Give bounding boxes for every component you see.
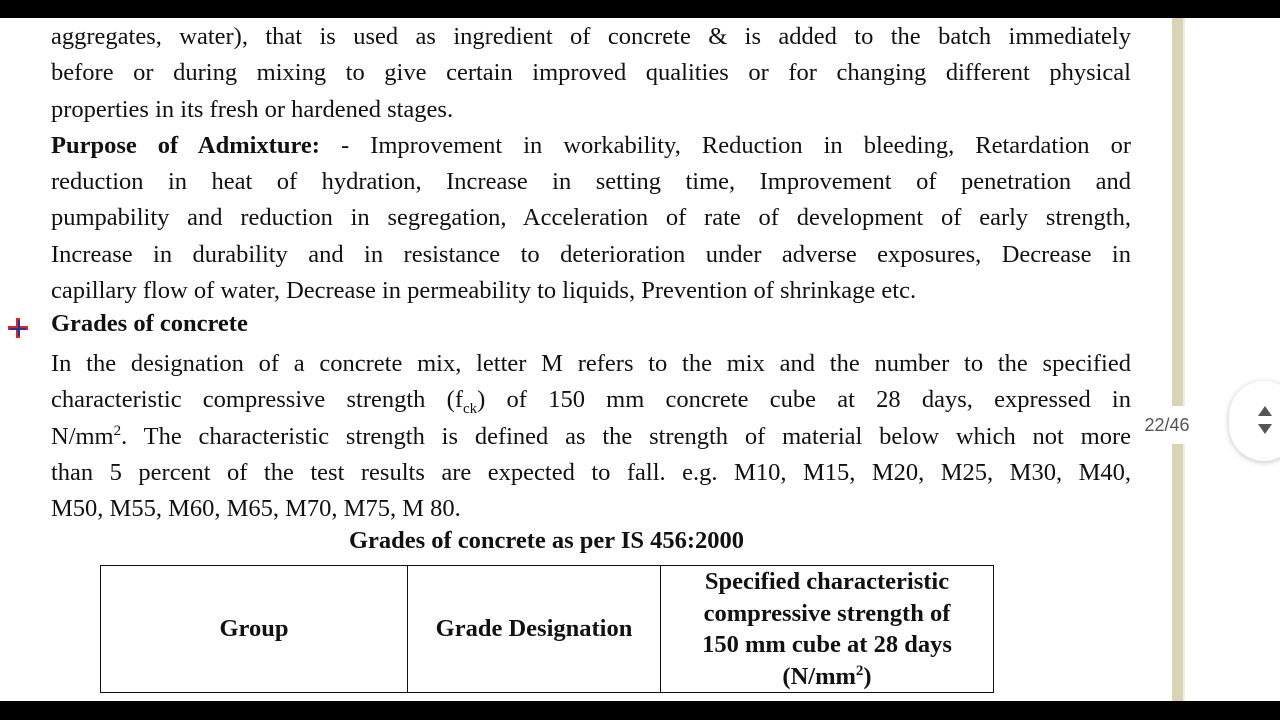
page-edge bbox=[1172, 18, 1183, 701]
purpose-line: capillary flow of water, Decrease in permeability to liquids, Prevention of shrinkage etc. bbox=[51, 277, 917, 305]
page-down-button[interactable] bbox=[1256, 422, 1274, 436]
purpose-label: Purpose of Admixture: bbox=[51, 131, 320, 159]
purpose-first-line bbox=[51, 128, 1131, 164]
page-nav-control[interactable] bbox=[1229, 381, 1280, 461]
grades-paragraph bbox=[51, 346, 1131, 527]
grades-line bbox=[51, 382, 1131, 418]
intro-line: aggregates, water), that is used as ingredient of concrete & is added to the batch immediately bbox=[51, 23, 1131, 50]
intro-line: properties in its fresh or hardened stages. bbox=[51, 95, 454, 123]
fck-subscript: ck bbox=[462, 401, 478, 418]
strength-line: 150 mm cube at 28 days bbox=[702, 631, 952, 658]
intro-line: before or during mixing to give certain improved qualities or for changing different physical bbox=[51, 59, 1131, 87]
grades-line: In the designation of a concrete mix, letter M refers to the mix and the number to the specified bbox=[51, 350, 1131, 377]
page-up-button[interactable] bbox=[1256, 404, 1274, 418]
purpose-line: pumpability and reduction in segregation, Acceleration of rate of development of early strength, bbox=[51, 204, 1131, 232]
strength-line: Specified characteristic bbox=[704, 568, 950, 595]
purpose-line: Increase in durability and in resistance to deterioration under adverse exposures, Decrease in bbox=[51, 240, 1131, 268]
grades-line3-post: . The characteristic strength is defined as the strength of material below which not more bbox=[121, 422, 1131, 450]
grades-line: than 5 percent of the test results are expected to fall. e.g. M10, M15, M20, M25, M30, M40, bbox=[51, 458, 1131, 486]
page-edge-highlight bbox=[1183, 18, 1185, 701]
strength-unit-pre: (N/mm bbox=[782, 662, 856, 690]
grades-heading: Grades of concrete bbox=[51, 310, 248, 337]
purpose-line: reduction in heat of hydration, Increase in setting time, Improvement of penetration and bbox=[51, 168, 1131, 196]
page-counter: 22/46 bbox=[1131, 406, 1203, 444]
strength-unit-post: ) bbox=[863, 662, 872, 690]
bottom-black-bar bbox=[0, 701, 1280, 720]
header-grade-designation: Grade Designation bbox=[408, 566, 661, 693]
grades-line bbox=[51, 419, 1131, 455]
table-title: Grades of concrete as per IS 456:2000 bbox=[348, 527, 745, 554]
document-page bbox=[0, 18, 1172, 701]
header-strength bbox=[661, 566, 994, 693]
unit-superscript: 2 bbox=[113, 422, 122, 439]
grades-line2-pre: characteristic compressive strength (f bbox=[51, 386, 463, 414]
purpose-first-line-text: - Improvement in workability, Reduction in bleeding, Retardation or bbox=[319, 131, 1131, 159]
grades-line3-pre: N/mm bbox=[51, 422, 114, 450]
top-black-bar bbox=[0, 0, 1280, 18]
strength-unit-sup: 2 bbox=[855, 662, 864, 679]
chevron-up-icon bbox=[1256, 404, 1274, 418]
grades-line: M50, M55, M60, M65, M70, M75, M 80. bbox=[51, 495, 461, 523]
pdf-viewer[interactable] bbox=[0, 18, 1280, 701]
grades-line2-post: ) of 150 mm concrete cube at 28 days, expressed in bbox=[477, 386, 1131, 414]
table-header-row bbox=[101, 566, 994, 693]
grades-table bbox=[100, 565, 994, 693]
strength-line: compressive strength of bbox=[703, 599, 951, 627]
chevron-down-icon bbox=[1256, 422, 1274, 436]
header-group: Group bbox=[101, 566, 408, 693]
star-bullet-icon bbox=[6, 316, 30, 340]
intro-paragraph bbox=[51, 19, 1131, 309]
